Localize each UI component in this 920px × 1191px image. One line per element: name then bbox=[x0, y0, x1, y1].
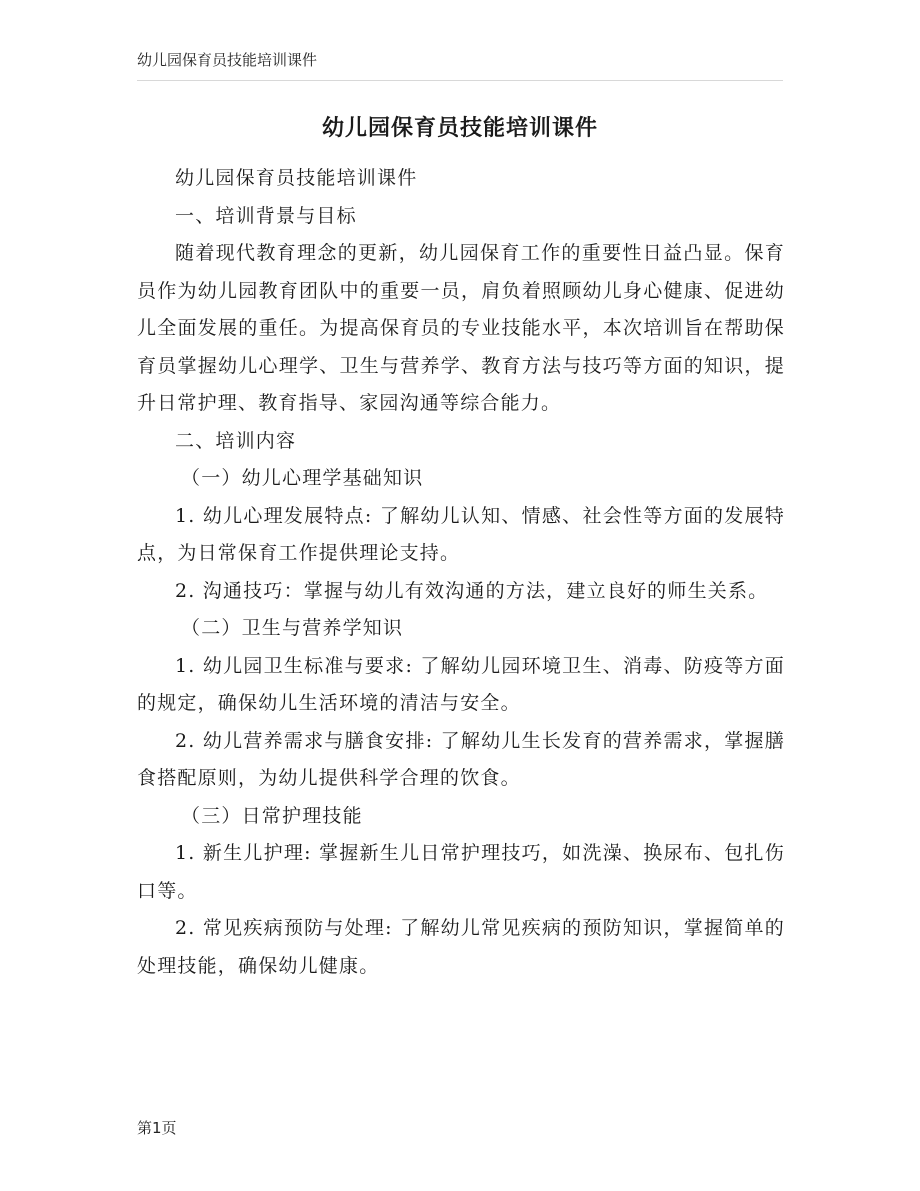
list-item: 2. 幼儿营养需求与膳食安排: 了解幼儿生长发育的营养需求，掌握膳食搭配原则，为幼儿提供科学合理的饮食。 bbox=[137, 729, 785, 789]
section-heading-background: 一、培训背景与目标 bbox=[175, 204, 357, 227]
page-number: 第1页 bbox=[137, 1119, 177, 1137]
paragraph-background: 随着现代教育理念的更新，幼儿园保育工作的重要性日益凸显。保育员作为幼儿园教育团队中的重要一员，肩负着照顾幼儿身心健康、促进幼儿全面发展的重任。为提高保育员的专业技能水平，本次培训旨在帮助保育员掌握幼儿心理学、卫生与营养学、教育方法与技巧等方面的知识，提升日常护理、教育指导、家园沟通等综合能力。 bbox=[137, 242, 785, 414]
subsection-heading-hygiene: （二）卫生与营养学知识 bbox=[181, 617, 404, 639]
list-item: 2. 常见疾病预防与处理: 了解幼儿常见疾病的预防知识，掌握简单的处理技能，确保幼儿健康。 bbox=[137, 917, 785, 977]
list-item: 1. 幼儿心理发展特点: 了解幼儿认知、情感、社会性等方面的发展特点，为日常保育工作提供理论支持。 bbox=[137, 504, 785, 564]
section-heading-content: 二、培训内容 bbox=[175, 429, 297, 452]
paragraph-subtitle: 幼儿园保育员技能培训课件 bbox=[175, 167, 418, 189]
subsection-heading-psychology: （一）幼儿心理学基础知识 bbox=[181, 467, 424, 489]
subsection-heading-care: （三）日常护理技能 bbox=[181, 804, 363, 827]
document-title: 幼儿园保育员技能培训课件 bbox=[321, 116, 598, 141]
list-item: 1. 幼儿园卫生标准与要求: 了解幼儿园环境卫生、消毒、防疫等方面的规定，确保幼儿生活环境的清洁与安全。 bbox=[137, 654, 785, 714]
list-item: 2. 沟通技巧：掌握与幼儿有效沟通的方法，建立良好的师生关系。 bbox=[175, 579, 769, 602]
list-item: 1. 新生儿护理: 掌握新生儿日常护理技巧，如洗澡、换尿布、包扎伤口等。 bbox=[137, 842, 785, 902]
running-header: 幼儿园保育员技能培训课件 bbox=[137, 51, 318, 69]
header-divider bbox=[137, 80, 783, 81]
document-body bbox=[137, 160, 785, 985]
